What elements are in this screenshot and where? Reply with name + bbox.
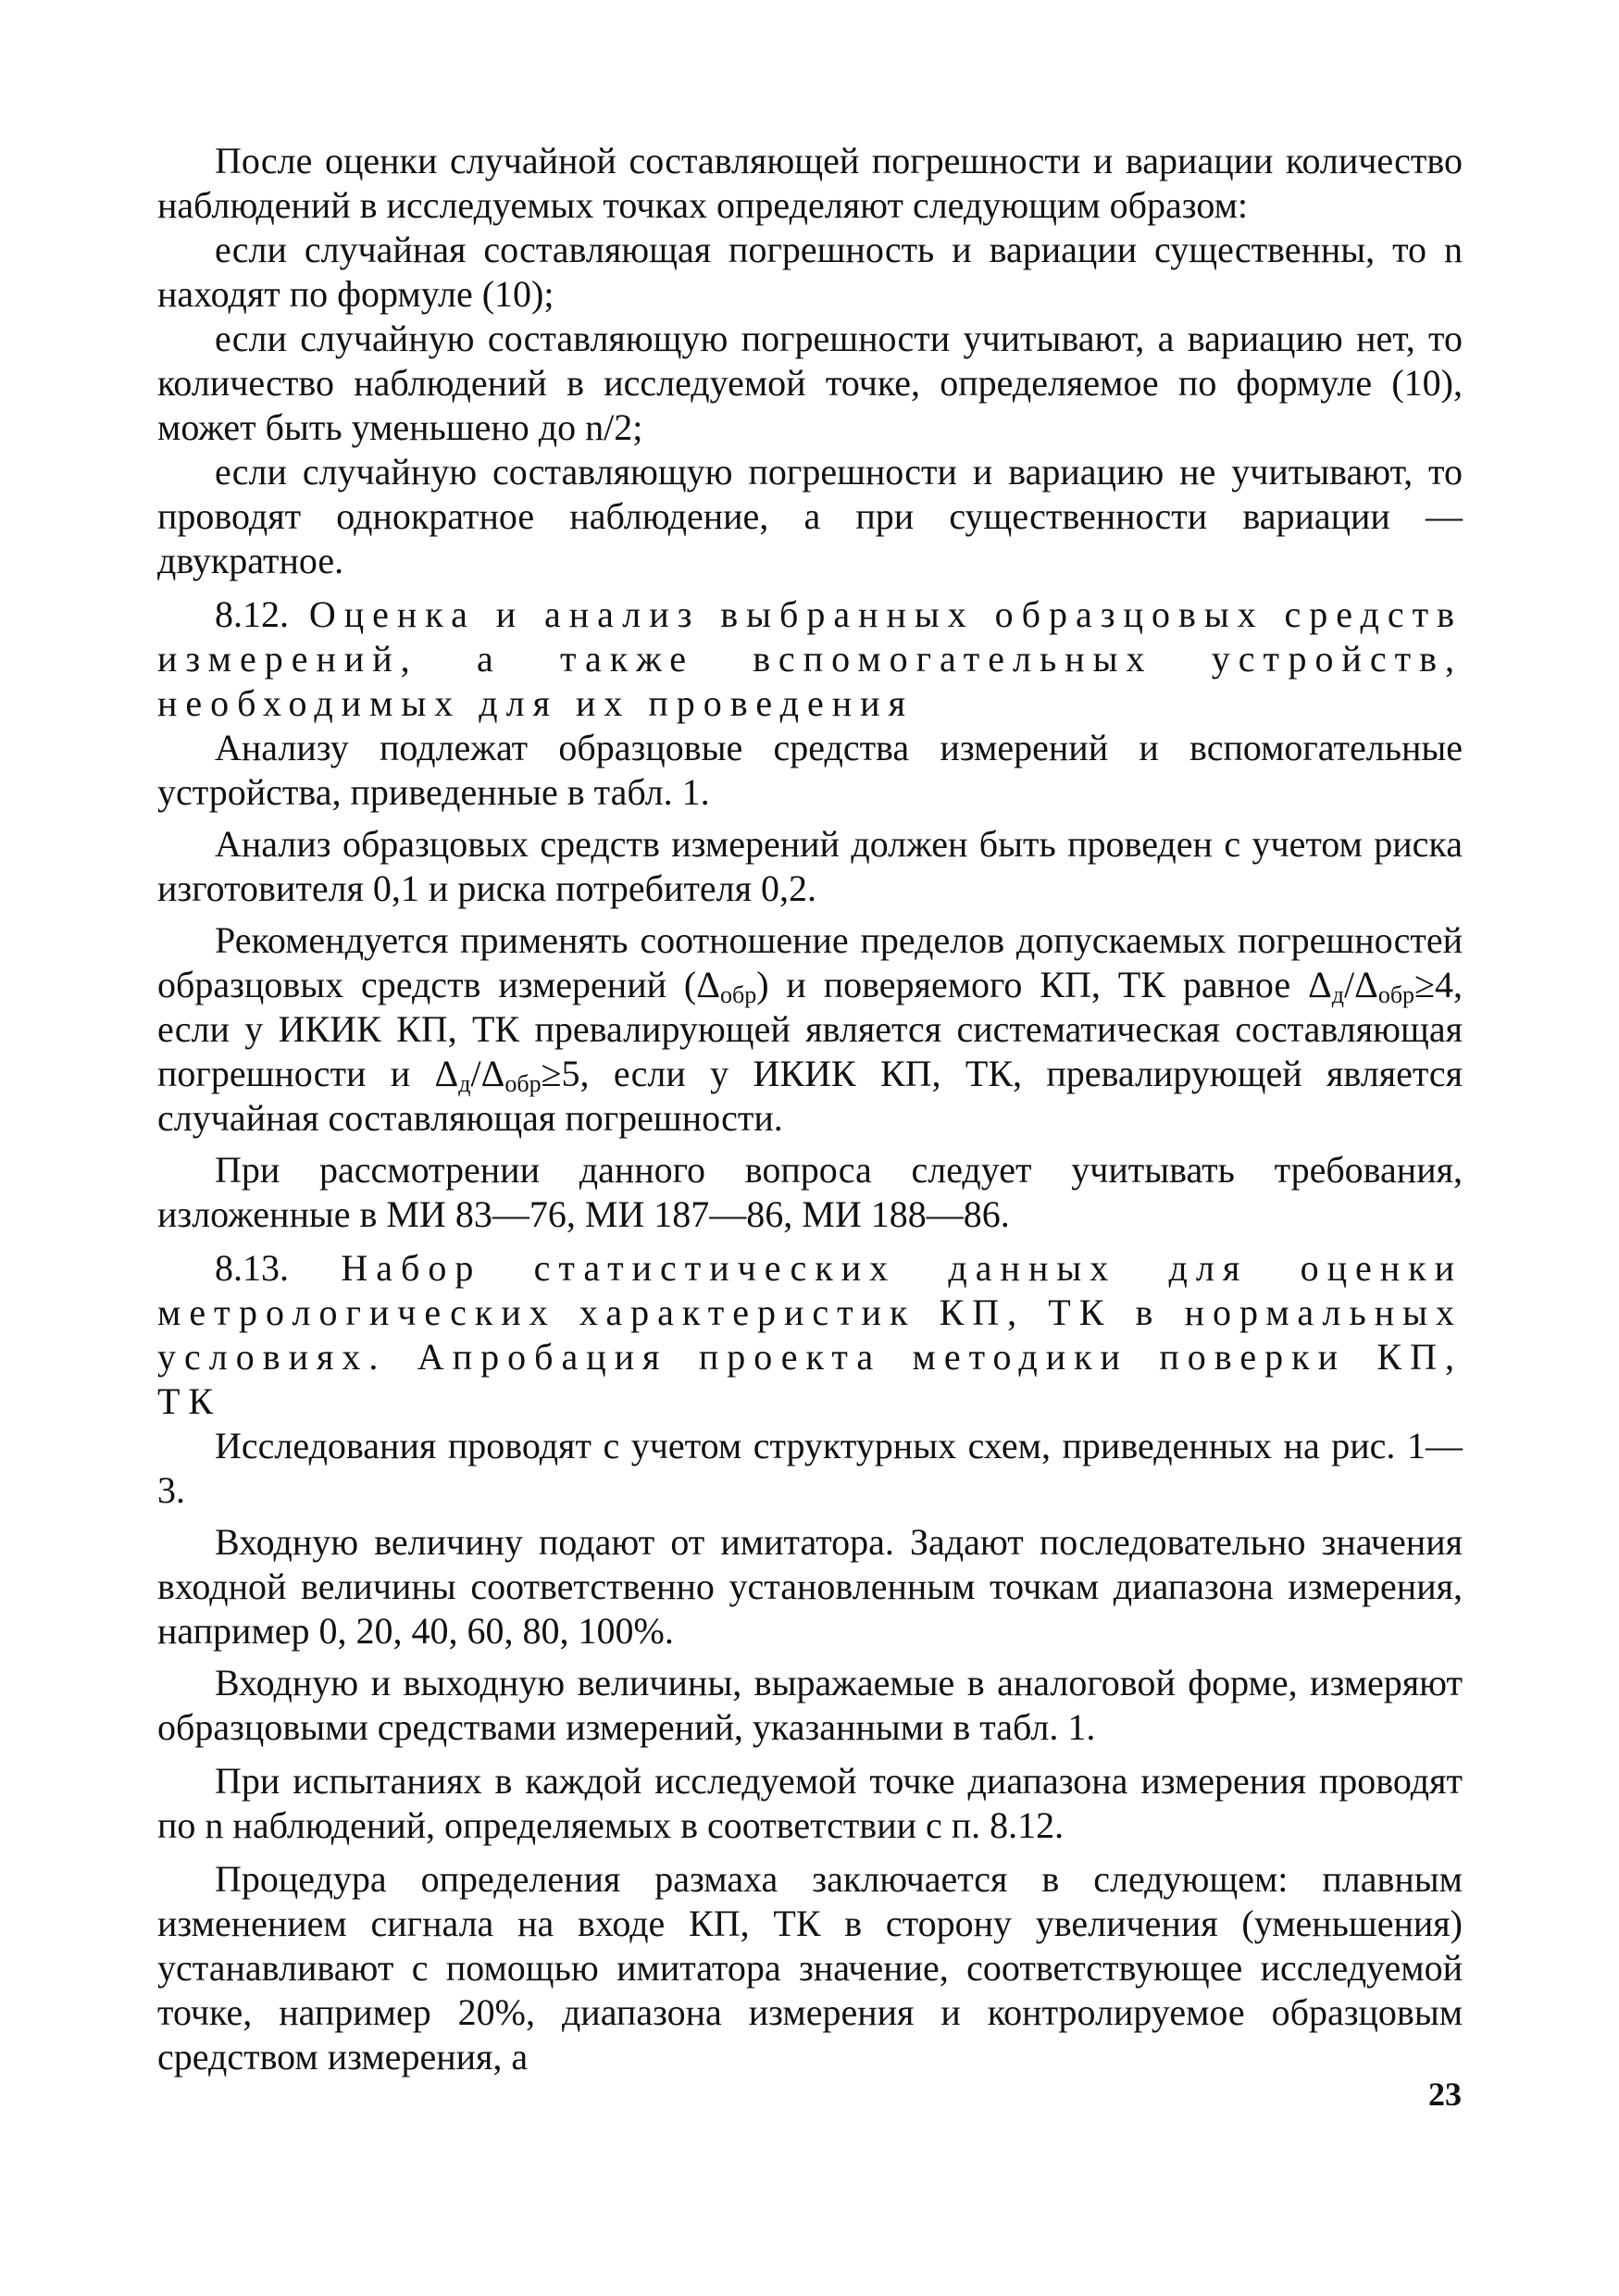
body-text [157,139,1463,2079]
paragraph-observations: При испытаниях в каждой исследуемой точке диапазона измерения проводят по n наблюдений, определяемых в соответствии с п. 8.12. [157,1760,1463,1846]
paragraph-case-2: если случайную составляющую погрешности учитывают, а вариацию нет, то количество наблюдений в исследуемой точке, определяемое по формуле (10), может быть уменьшено до n/2; [157,318,1463,448]
section-heading-8-13 [157,1246,1463,1424]
section-number-8-12: 8.12. [215,593,289,635]
section-number-8-13: 8.13. [215,1247,289,1289]
paragraph-mi-references: При рассмотрении данного вопроса следует учитывать требования, изложенные в МИ 83—76, МИ 187—86, МИ 188—86. [157,1149,1463,1235]
paragraph-intro: После оценки случайной составляющей погрешности и вариации количество наблюдений в исследуемых точках определяют следующим образом: [157,140,1463,226]
paragraph-research-schemes: Исследования проводят с учетом структурных схем, приведенных на рис. 1—3. [157,1425,1463,1511]
paragraph-analysis-scope: Анализу подлежат образцовые средства измерений и вспомогательные устройства, приведенные в табл. 1. [157,727,1463,813]
paragraph-analog-measurement: Входную и выходную величины, выражаемые в аналоговой форме, измеряют образцовыми средствами измерений, указанными в табл. 1. [157,1662,1463,1748]
paragraph-case-1: если случайная составляющая погрешность и вариации существенны, то n находят по формуле (10); [157,229,1463,315]
section-title-8-13: Набор статистических данных для оценки метрологических характеристик КП, ТК в нормальных условиях. Апробация проекта методики поверки КП, ТК [157,1247,1463,1422]
section-heading-8-12 [157,593,1463,726]
paragraph-input-values: Входную величину подают от имитатора. Задают последовательно значения входной величины соответственно установленным точкам диапазона измерения, например 0, 20, 40, 60, 80, 100%. [157,1521,1463,1652]
paragraph-analysis-risk: Анализ образцовых средств измерений должен быть проведен с учетом риска изготовителя 0,1 и риска потребителя 0,2. [157,823,1463,909]
page-number: 23 [1428,2076,1462,2113]
section-title-8-12: Оценка и анализ выбранных образцовых средств измерений, а также вспомогательных устройств, необходимых для их проведения [157,593,1463,724]
paragraph-error-ratio: Рекомендуется применять соотношение пределов допускаемых погрешностей образцовых средств измерений $(\Delta_{обр})$ и поверяемого КП, ТК равное $\Delta_д/\Delta_{обр}\ge 4$, если у ИКИК КП, ТК превалирующей является систематическая составляющая погрешности и $\Delta_д/\Delta_{обр}\ge 5$, если у ИКИК КП, ТК, превалирующей является случайная составляющая погрешности. [157,919,1463,1139]
paragraph-case-3: если случайную составляющую погрешности и вариацию не учитывают, то проводят однократное наблюдение, а при существенности вариации — двукратное. [157,451,1463,581]
paragraph-range-procedure: Процедура определения размаха заключается в следующем: плавным изменением сигнала на входе КП, ТК в сторону увеличения (уменьшения) устанавливают с помощью имитатора значение, соответствующее исследуемой точке, например 20%, диапазона измерения и контролируемое образцовым средством измерения, а [157,1858,1463,2078]
